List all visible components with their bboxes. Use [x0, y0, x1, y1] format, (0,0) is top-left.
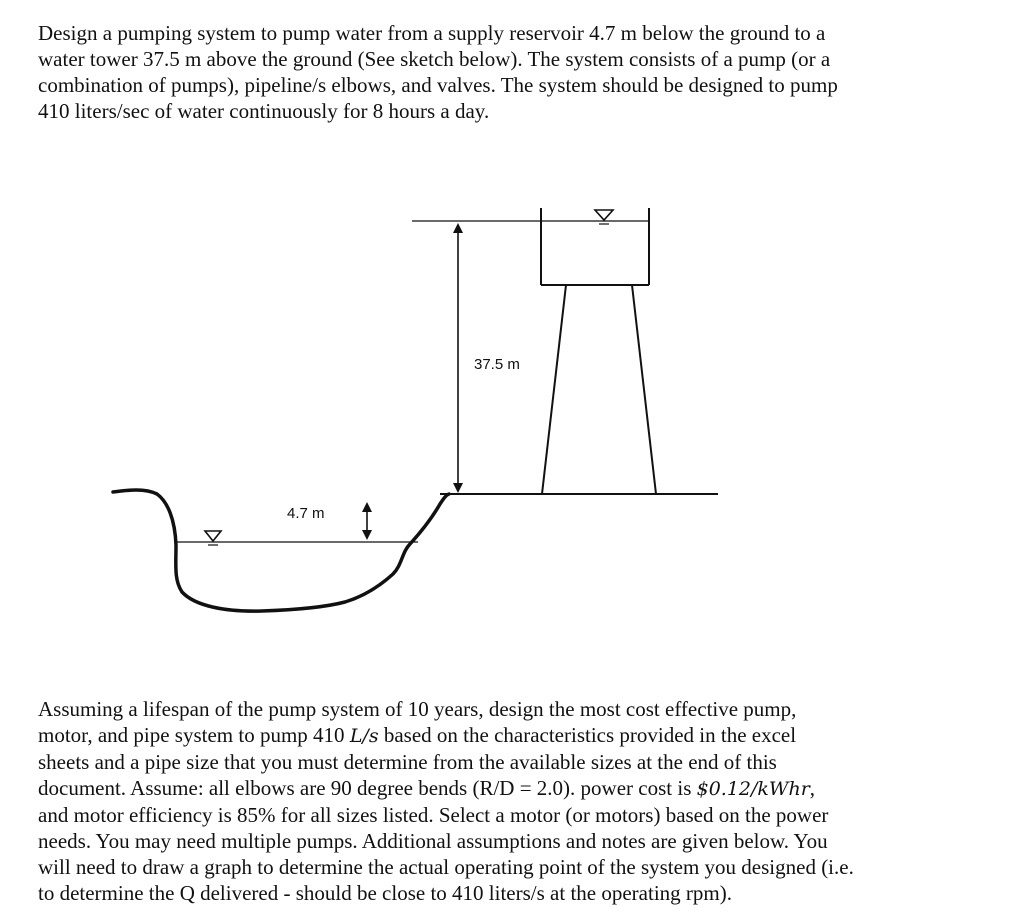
- reservoir-outline: [113, 490, 449, 611]
- body-text-segment: motor, and pipe system to pump 410: [38, 723, 350, 747]
- water-tower-tank: [541, 208, 649, 285]
- intro-paragraph: [38, 20, 838, 124]
- body-line: Assuming a lifespan of the pump system of 10 years, design the most cost effective pump,: [38, 697, 797, 721]
- body-line: sheets and a pipe size that you must determine from the available sizes at the end of this: [38, 750, 777, 774]
- design-requirements-paragraph: [38, 696, 854, 906]
- intro-line: Design a pumping system to pump water from a supply reservoir 4.7 m below the ground to a: [38, 21, 826, 45]
- tower-water-level-symbol: [595, 210, 613, 224]
- reservoir-water-level-symbol: [205, 531, 221, 545]
- intro-line: combination of pumps), pipeline/s elbows, and valves. The system should be designed to pump: [38, 73, 838, 97]
- reservoir-depth-label: 4.7 m: [287, 505, 325, 522]
- intro-line: water tower 37.5 m above the ground (See sketch below). The system consists of a pump (or a: [38, 47, 831, 71]
- body-line: needs. You may need multiple pumps. Additional assumptions and notes are given below. You: [38, 829, 828, 853]
- body-text-segment: document. Assume: all elbows are 90 degree bends (R/D = 2.0). power cost is: [38, 776, 697, 800]
- body-text-segment: based on the characteristics provided in the excel: [378, 723, 797, 747]
- tower-height-label: 37.5 m: [474, 356, 520, 373]
- body-line: and motor efficiency is 85% for all sizes listed. Select a motor (or motors) based on the power: [38, 803, 829, 827]
- body-line: to determine the Q delivered - should be close to 410 liters/s at the operating rpm).: [38, 881, 732, 905]
- flow-unit: L/s: [349, 725, 379, 747]
- water-tower-legs: [542, 285, 656, 494]
- body-text-segment: ,: [809, 776, 816, 800]
- body-line: [38, 722, 854, 749]
- body-line: will need to draw a graph to determine the actual operating point of the system you designed (i.e.: [38, 855, 854, 879]
- power-cost: $0.12/kWhr: [696, 778, 810, 800]
- body-line: [38, 775, 854, 802]
- intro-line: 410 liters/sec of water continuously for 8 hours a day.: [38, 99, 490, 123]
